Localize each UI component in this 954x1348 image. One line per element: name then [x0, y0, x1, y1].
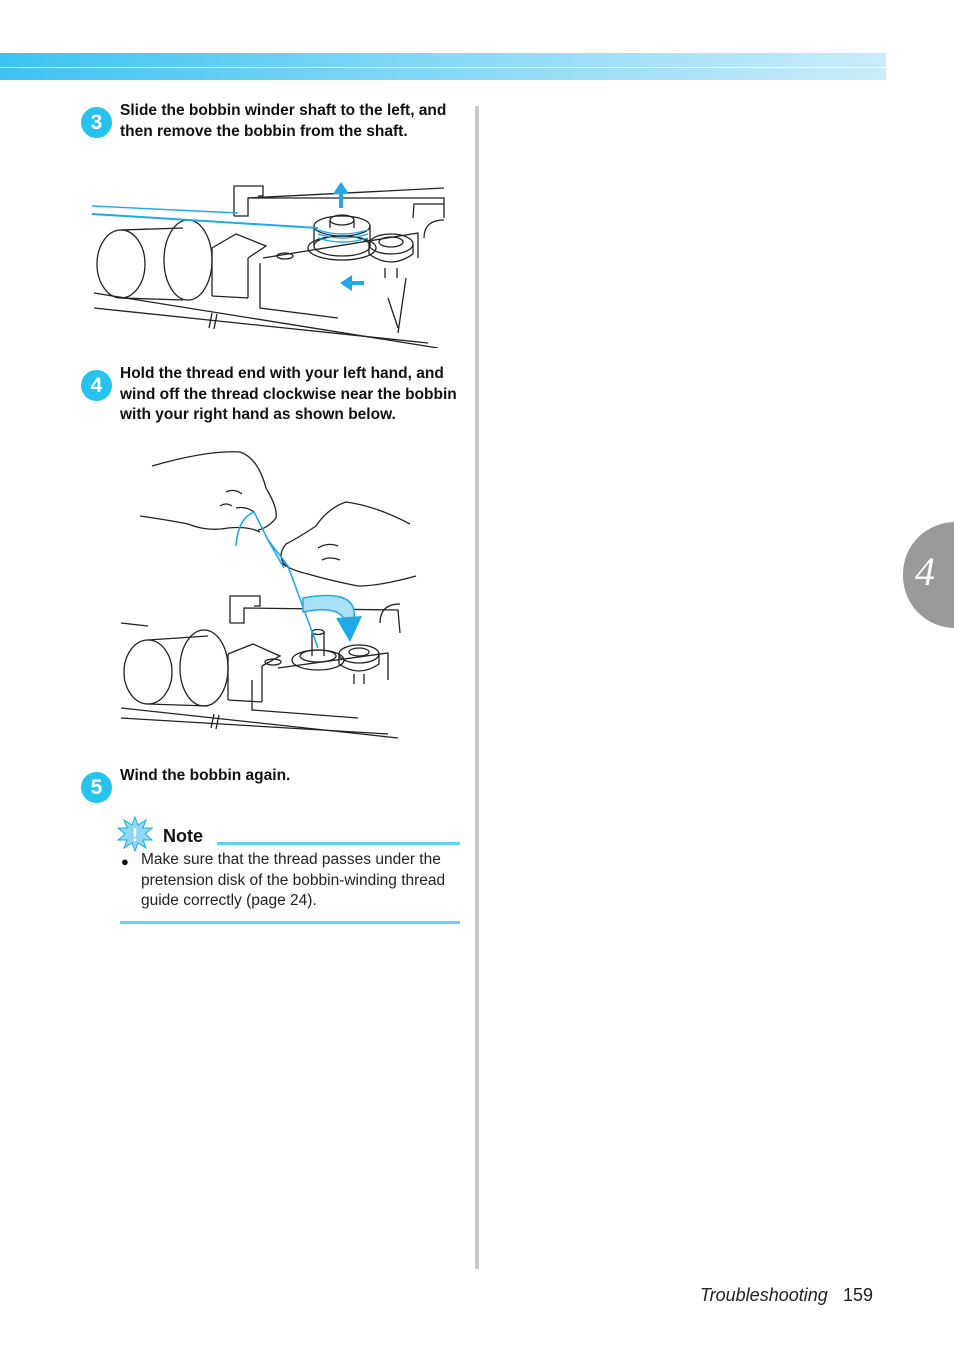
chapter-tab [903, 522, 954, 628]
figure-wind-off-thread [118, 448, 418, 740]
note-text: Make sure that the thread passes under the pretension disk of the bobbin-winding thread guide correctly (page 24). [141, 851, 446, 909]
step-text-4: Hold the thread end with your left hand, and wind off the thread clockwise near the bobbin with your right hand as shown below. [120, 365, 457, 423]
svg-text:!: ! [132, 825, 138, 845]
step-number-5: 5 [81, 772, 112, 803]
note-title: Note [163, 826, 203, 846]
header-band [0, 53, 886, 80]
step-text-3: Slide the bobbin winder shaft to the left, and then remove the bobbin from the shaft. [120, 102, 447, 140]
figure-remove-bobbin [88, 158, 450, 348]
note-exclamation-icon [116, 816, 154, 852]
note-rule-bottom [120, 921, 460, 924]
footer-page-number: 159 [843, 1285, 874, 1305]
note-rule-top [217, 842, 460, 845]
footer-section-title: Troubleshooting [700, 1285, 828, 1305]
step-number-4: 4 [81, 370, 112, 401]
step-number-3: 3 [81, 107, 112, 138]
column-divider [475, 106, 479, 1269]
note-bullet: ● [121, 854, 129, 869]
step-text-5: Wind the bobbin again. [120, 767, 291, 784]
chapter-tab-number: 4 [915, 549, 935, 594]
